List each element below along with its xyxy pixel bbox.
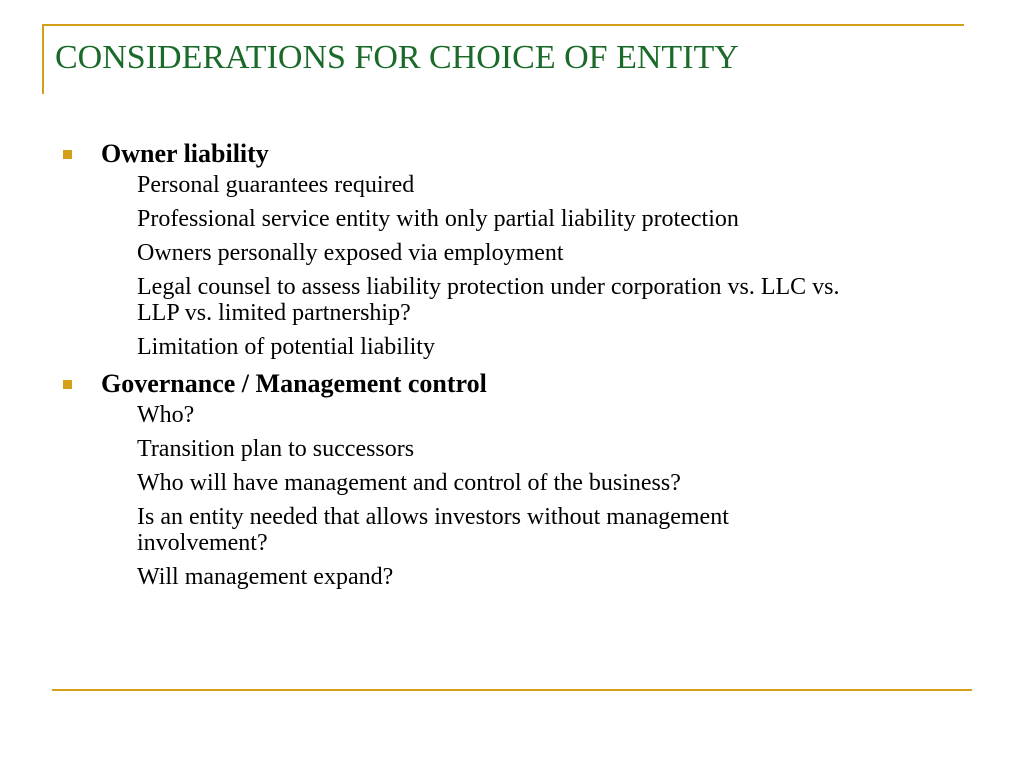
list-item: Professional service entity with only partial liability protection — [137, 206, 739, 232]
list-item: Who? — [137, 402, 195, 428]
slide-title: CONSIDERATIONS FOR CHOICE OF ENTITY — [55, 39, 739, 76]
sub-item-list — [60, 402, 960, 590]
section-governance — [60, 368, 960, 590]
list-item: Is an entity needed that allows investors without management involvement? — [137, 504, 729, 556]
section-owner-liability — [60, 138, 960, 360]
bottom-border-line — [52, 689, 972, 691]
list-item: Personal guarantees required — [137, 172, 415, 198]
list-item: Limitation of potential liability — [137, 334, 435, 360]
list-item: Will management expand? — [137, 564, 394, 590]
sub-item-list — [60, 172, 960, 360]
section-heading-label: Governance / Management control — [101, 369, 487, 398]
section-heading-label: Owner liability — [101, 139, 269, 168]
square-bullet-icon — [63, 380, 72, 389]
left-border-line — [42, 24, 44, 94]
list-item: Who will have management and control of the business? — [137, 470, 681, 496]
square-bullet-icon — [63, 150, 72, 159]
section-heading — [60, 138, 960, 170]
list-item: Owners personally exposed via employment — [137, 240, 564, 266]
top-border-line — [42, 24, 964, 26]
list-item: Legal counsel to assess liability protection under corporation vs. LLC vs. LLP vs. limited partnership? — [137, 274, 840, 326]
section-heading — [60, 368, 960, 400]
list-item: Transition plan to successors — [137, 436, 415, 462]
slide-content — [60, 138, 960, 598]
